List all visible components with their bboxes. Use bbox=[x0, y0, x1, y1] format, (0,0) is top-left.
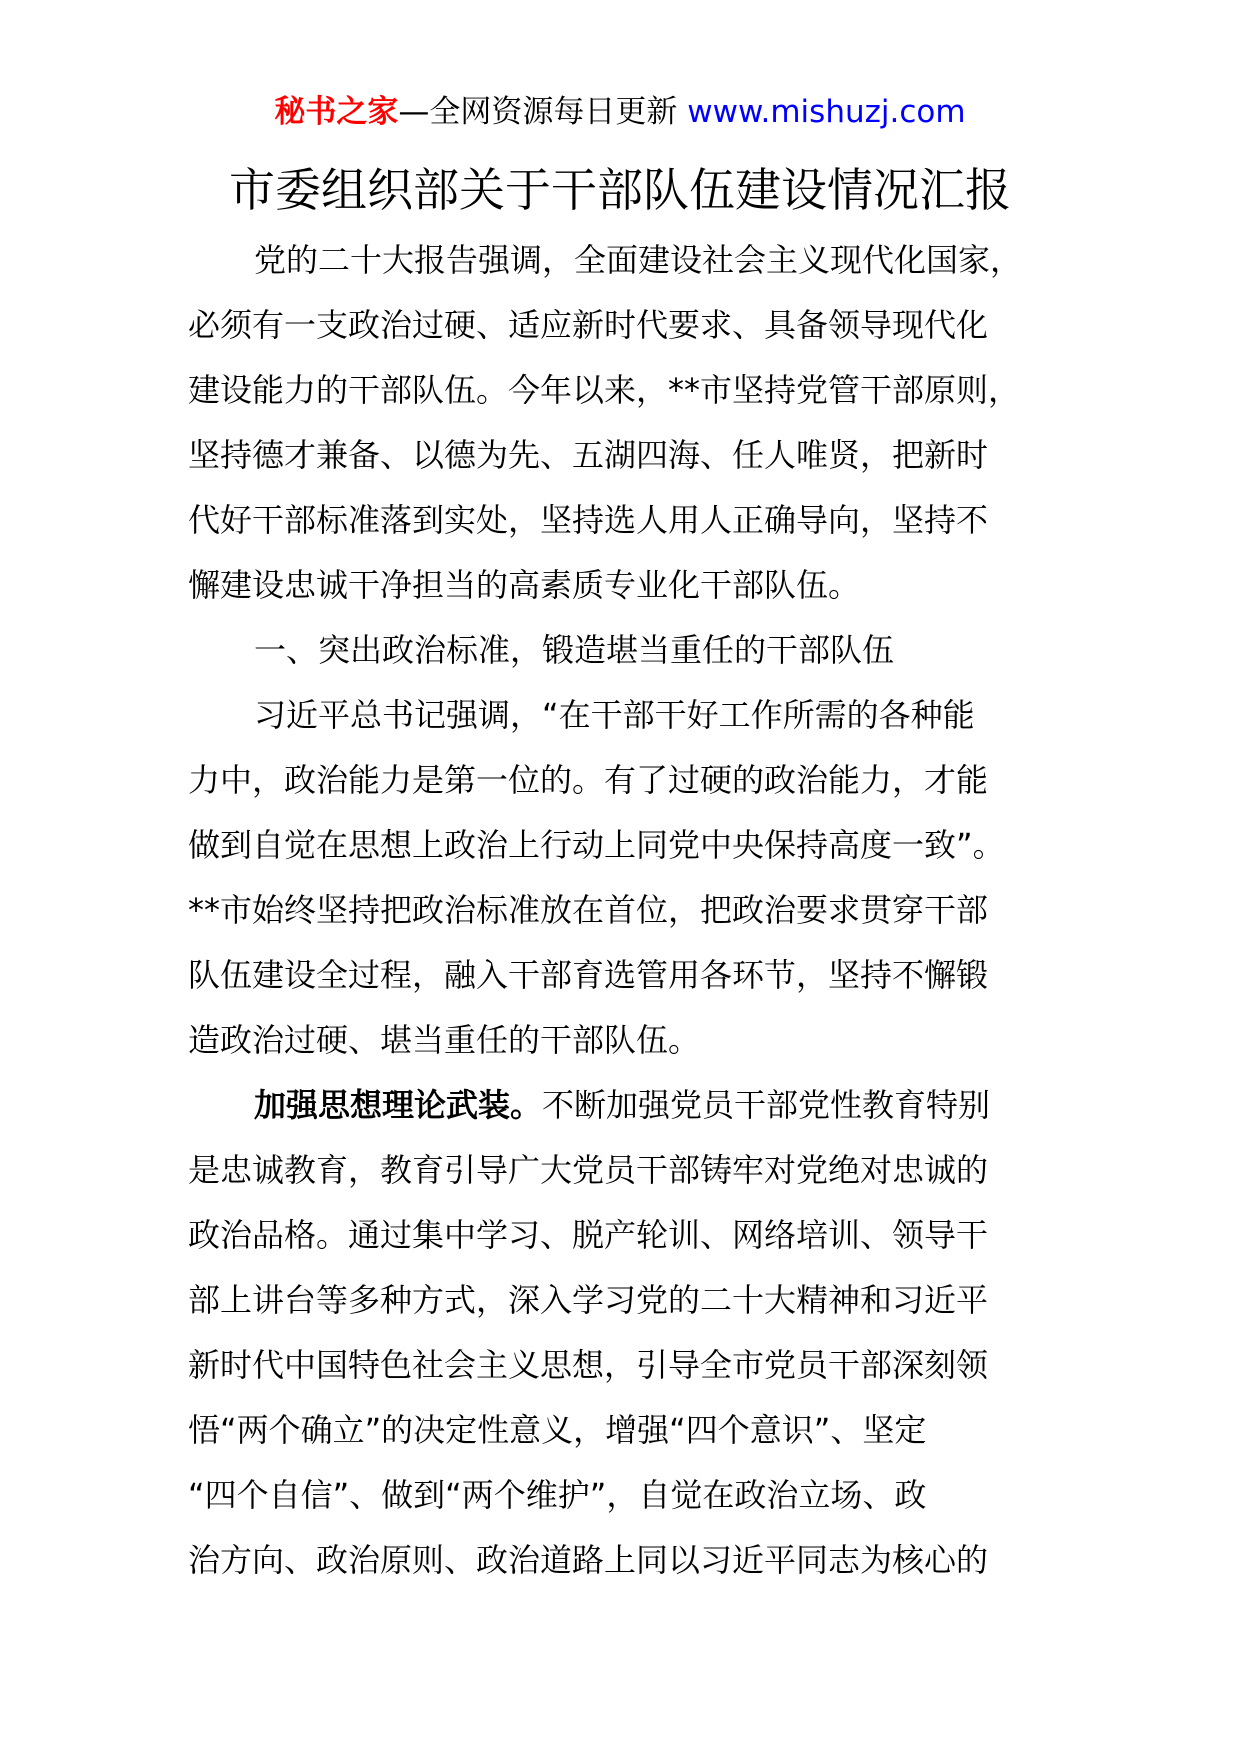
document-body bbox=[188, 228, 1048, 1593]
paragraph-line: 必须有一支政治过硬、适应新时代要求、具备领导现代化 bbox=[188, 306, 989, 344]
site-banner bbox=[0, 92, 1240, 132]
paragraph-line: 做到自觉在思想上政治上行动上同党中央保持高度一致”。 bbox=[188, 826, 1005, 864]
paragraph-line: 习近平总书记强调，“在干部干好工作所需的各种能 bbox=[254, 696, 975, 734]
paragraph-line: 悟“两个确立”的决定性意义，增强“四个意识”、坚定 bbox=[188, 1411, 927, 1449]
paragraph-line: 党的二十大报告强调，全面建设社会主义现代化国家， bbox=[254, 241, 1023, 279]
paragraph-line: 懈建设忠诚干净担当的高素质专业化干部队伍。 bbox=[188, 566, 861, 604]
paragraph-line-with-lead bbox=[188, 1073, 1048, 1138]
paragraph-line: 部上讲台等多种方式，深入学习党的二十大精神和习近平 bbox=[188, 1281, 989, 1319]
paragraph-line: 坚持德才兼备、以德为先、五湖四海、任人唯贤，把新时 bbox=[188, 436, 989, 474]
brand-name: 秘书之家 bbox=[274, 94, 399, 130]
paragraph-line: 队伍建设全过程，融入干部育选管用各环节，坚持不懈锻 bbox=[188, 956, 989, 994]
paragraph-line: **市始终坚持把政治标准放在首位，把政治要求贯穿干部 bbox=[188, 891, 989, 929]
banner-slogan: —全网资源每日更新 bbox=[398, 94, 688, 130]
paragraph-line: 新时代中国特色社会主义思想，引导全市党员干部深刻领 bbox=[188, 1346, 989, 1384]
paragraph-line: 治方向、政治原则、政治道路上同以习近平同志为核心的 bbox=[188, 1541, 989, 1579]
paragraph-line: 力中，政治能力是第一位的。有了过硬的政治能力，才能 bbox=[188, 761, 989, 799]
paragraph-line: “四个自信”、做到“两个维护”，自觉在政治立场、政 bbox=[188, 1476, 927, 1514]
bold-lead-in: 加强思想理论武装。 bbox=[254, 1086, 543, 1124]
paragraph-line: 是忠诚教育，教育引导广大党员干部铸牢对党绝对忠诚的 bbox=[188, 1151, 989, 1189]
paragraph-text: 不断加强党员干部党性教育特别 bbox=[542, 1086, 991, 1124]
paragraph-line: 政治品格。通过集中学习、脱产轮训、网络培训、领导干 bbox=[188, 1216, 989, 1254]
document-title: 市委组织部关于干部队伍建设情况汇报 bbox=[229, 163, 1011, 217]
paragraph-line: 建设能力的干部队伍。今年以来，**市坚持党管干部原则， bbox=[188, 371, 1021, 409]
paragraph-line: 造政治过硬、堪当重任的干部队伍。 bbox=[188, 1021, 701, 1059]
paragraph-line: 代好干部标准落到实处，坚持选人用人正确导向，坚持不 bbox=[188, 501, 989, 539]
section-heading: 一、突出政治标准，锻造堪当重任的干部队伍 bbox=[254, 631, 895, 669]
site-url-link[interactable]: www.mishuzj.com bbox=[687, 94, 966, 130]
